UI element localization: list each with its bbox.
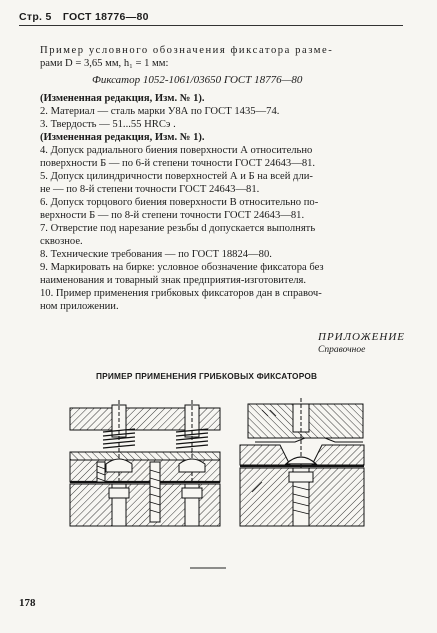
- item-10-line-2: ном приложении.: [40, 301, 119, 312]
- left-middle-strip: [70, 452, 220, 460]
- amendment-note-1: (Измененная редакция, Изм. № 1).: [40, 93, 205, 104]
- item-9-line-1: 9. Маркировать на бирке: условное обозначение фиксатора без: [40, 262, 324, 273]
- left-assembly: [70, 400, 220, 526]
- amendment-note-2: (Измененная редакция, Изм. № 1).: [40, 132, 205, 143]
- appendix-title: ПРИЛОЖЕНИЕ: [318, 331, 405, 343]
- item-10-line-1: 10. Пример применения грибковых фиксаторов дан в справоч-: [40, 288, 322, 299]
- figure-title: ПРИМЕР ПРИМЕНЕНИЯ ГРИБКОВЫХ ФИКСАТОРОВ: [96, 371, 318, 381]
- standard-number: ГОСТ 18776—80: [62, 11, 149, 23]
- item-5-line-1: 5. Допуск цилиндричности поверхностей А и Б на всей дли-: [40, 171, 313, 182]
- item-7-line-1: 7. Отверстие под нарезание резьбы d допускается выполнять: [40, 223, 316, 234]
- item-4-line-1: 4. Допуск радиального биения поверхности А относительно: [40, 145, 313, 156]
- item-6-line-1: 6. Допуск торцового биения поверхности В относительно по-: [40, 197, 319, 208]
- item-2: 2. Материал — сталь марки У8А по ГОСТ 1435—74.: [40, 106, 280, 117]
- item-7-line-2: сквозное.: [40, 236, 83, 247]
- example-designation: Фиксатор 1052-1061/03650 ГОСТ 18776—80: [92, 74, 303, 86]
- item-8: 8. Технические требования — по ГОСТ 18824—80.: [40, 249, 272, 260]
- example-line-2: рами D = 3,65 мм, h₁ = 1 мм:: [40, 58, 169, 69]
- right-wedge-right: [312, 445, 364, 465]
- right-wedge-left: [240, 445, 290, 465]
- item-5-line-2: не — по 8-й степени точности ГОСТ 24643—81.: [40, 184, 260, 195]
- item-4-line-2: поверхности Б — по 6-й степени точности ГОСТ 24643—81.: [40, 158, 316, 169]
- item-6-line-2: верхности Б — по 8-й степени точности ГОСТ 24643—81.: [40, 210, 305, 221]
- item-3: 3. Твердость — 51...55 HRCэ .: [40, 119, 176, 130]
- page-label: Стр. 5: [19, 11, 52, 23]
- example-line-1: Пример условного обозначения фиксатора разме-: [40, 45, 334, 56]
- right-assembly: [240, 398, 364, 526]
- appendix-subtitle: Справочное: [318, 345, 366, 355]
- page-number: 178: [19, 597, 36, 609]
- item-9-line-2: наименования и товарный знак предприятия-изготовителя.: [40, 275, 307, 286]
